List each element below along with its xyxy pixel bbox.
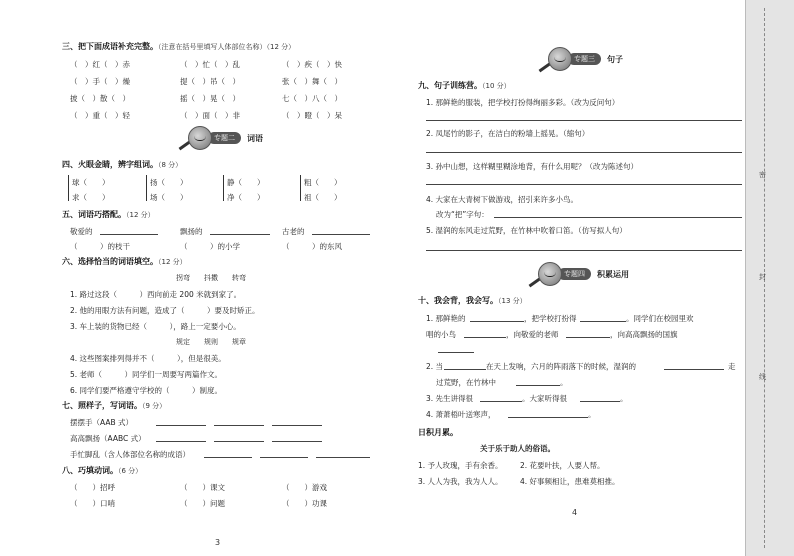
- recite-text: 4. 萧萧梧叶送寒声，: [426, 410, 496, 419]
- char-pair-item: 祖（ ）: [304, 193, 342, 202]
- seal-char: 线: [759, 373, 766, 381]
- recite-text: 走: [728, 362, 736, 371]
- section-7-title: 七、照样子，写词语。: [62, 401, 142, 410]
- recite-text: 3. 先生讲得很: [426, 394, 474, 403]
- answer-line[interactable]: [204, 457, 252, 458]
- section-10-heading: [418, 295, 527, 306]
- verb-item: （ ）游戏: [282, 483, 327, 492]
- char-pair-item: 场（ ）: [150, 193, 188, 202]
- smiley-icon: [538, 262, 562, 286]
- answer-line[interactable]: [214, 425, 264, 426]
- section-3-note: （注意在括号里填写人体部位名称）（12 分）: [158, 43, 296, 51]
- proverb-item: 1. 予人玫瑰，手有余香。: [418, 461, 503, 470]
- answer-line[interactable]: [426, 250, 742, 251]
- recite-text: 。: [620, 394, 628, 403]
- section-10-score: （13 分）: [498, 297, 527, 305]
- section-badge-words: [188, 126, 263, 150]
- fill-sentence: 2. 他的用眼方法有问题，造成了（ ）要及时矫正。: [70, 306, 260, 315]
- section-7-heading: [62, 400, 166, 411]
- page-number: 3: [215, 538, 221, 547]
- section-7-score: （9 分）: [142, 402, 167, 410]
- seal-char: 封: [759, 273, 766, 281]
- section-6-title: 六、选择恰当的词语填空。: [62, 257, 158, 266]
- section-8-title: 八、巧填动词。: [62, 466, 118, 475]
- answer-line[interactable]: [214, 441, 264, 442]
- answer-line[interactable]: [272, 441, 322, 442]
- brace: [146, 175, 147, 201]
- binding-margin: [745, 0, 794, 556]
- char-pair-item: 粗（ ）: [304, 178, 342, 187]
- pattern-example: 摆摆手（AAB 式）: [70, 418, 133, 427]
- recite-text: 过荒野，在竹林中: [436, 378, 496, 387]
- sentence-task: 2. 凤尾竹的影子，在洁白的粉墙上摇晃。（缩句）: [426, 129, 590, 138]
- idiom-cell: （ ）疾（ ）快: [282, 60, 342, 69]
- section-3-heading: [62, 41, 295, 52]
- sentence-task: 1. 那鲜艳的服装，把学校打扮得绚丽多彩。（改为反问句）: [426, 98, 620, 107]
- section-9-score: （10 分）: [482, 82, 511, 90]
- proverb-item: 3. 人人为我，我为人人。: [418, 477, 503, 486]
- match-word: 飘扬的: [180, 227, 203, 236]
- proverb-item: 4. 好事频相让，患难莫相推。: [520, 477, 620, 486]
- answer-line[interactable]: [316, 457, 370, 458]
- recite-text: ，把学校打扮得: [524, 314, 577, 323]
- word-bank: 规定 规则 规章: [176, 338, 246, 346]
- sentence-task: 5. 湿润的东风走过荒野，在竹林中吹着口笛。（仿写拟人句）: [426, 226, 627, 235]
- recite-text: 。: [588, 410, 596, 419]
- fill-sentence: 4. 这些图案排列得并不（ ），但是很美。: [70, 354, 226, 363]
- idiom-cell: （ ）瞪（ ）呆: [282, 111, 342, 120]
- section-6-heading: [62, 256, 187, 267]
- answer-line[interactable]: [426, 120, 742, 121]
- answer-line[interactable]: [566, 337, 610, 338]
- char-pair-item: 静（ ）: [227, 178, 265, 187]
- section-4-score: （8 分）: [158, 161, 183, 169]
- smiley-icon: [548, 47, 572, 71]
- answer-line[interactable]: [480, 401, 522, 402]
- section-9-title: 九、句子训练营。: [418, 81, 482, 90]
- answer-line[interactable]: [494, 217, 742, 218]
- idiom-cell: 张（ ）舞（ ）: [282, 77, 342, 86]
- answer-line[interactable]: [260, 457, 308, 458]
- recite-text: 1. 那鲜艳的: [426, 314, 466, 323]
- verb-item: （ ）招呼: [70, 483, 115, 492]
- answer-line[interactable]: [664, 369, 724, 370]
- idiom-cell: （ ）重（ ）轻: [70, 111, 130, 120]
- verb-item: （ ）问题: [180, 499, 225, 508]
- section-8-heading: [62, 465, 142, 476]
- answer-line[interactable]: [100, 234, 158, 235]
- badge-title: 词语: [247, 133, 263, 143]
- recite-text: 唱的小鸟: [426, 330, 456, 339]
- recite-text: ，向高高飘扬的国旗: [610, 330, 678, 339]
- answer-line[interactable]: [156, 425, 206, 426]
- section-6-score: （12 分）: [158, 258, 187, 266]
- idiom-cell: 七（ ）八（ ）: [282, 94, 342, 103]
- badge-title: 积累运用: [597, 269, 629, 279]
- recite-text: 。: [560, 378, 568, 387]
- section-8-score: （6 分）: [118, 467, 143, 475]
- idiom-cell: （ ）红（ ）赤: [70, 60, 130, 69]
- char-pair-item: 扬（ ）: [150, 178, 188, 187]
- char-pair-item: 净（ ）: [227, 193, 265, 202]
- recite-text: 在天上发响，六月的阵雨落下的时候，湿润的: [486, 362, 636, 371]
- section-5-title: 五、词语巧搭配。: [62, 210, 126, 219]
- fill-sentence: 6. 同学们要严格遵守学校的（ ）制度。: [70, 386, 223, 395]
- recite-text: 2. 当: [426, 362, 444, 371]
- fill-sentence: 1. 路过这段（ ）西向前走 200 米就到家了。: [70, 290, 242, 299]
- sentence-task: 改为“把”字句：: [436, 210, 489, 219]
- smiley-icon: [188, 126, 212, 150]
- brace: [68, 175, 69, 201]
- char-pair-item: 球（ ）: [72, 178, 110, 187]
- badge-pill: 专题三: [568, 53, 601, 65]
- verb-item: （ ）口哨: [70, 499, 115, 508]
- accumulation-title: 日积月累。: [418, 428, 458, 437]
- badge-pill: 专题二: [208, 132, 241, 144]
- seal-char: 密: [759, 171, 766, 179]
- match-word: 敬爱的: [70, 227, 93, 236]
- answer-line[interactable]: [464, 337, 506, 338]
- accumulation-subtitle: 关于乐于助人的俗语。: [480, 444, 555, 453]
- recite-text: 。大家听得很: [522, 394, 567, 403]
- brace: [223, 175, 224, 201]
- section-badge-accumulation: [538, 262, 629, 286]
- answer-line[interactable]: [312, 234, 370, 235]
- sentence-task: 4. 大家在大青树下做游戏，招引来许多小鸟。: [426, 195, 579, 204]
- idiom-cell: （ ）手（ ）燥: [70, 77, 130, 86]
- section-10-title: 十、我会背，我会写。: [418, 296, 498, 305]
- idiom-cell: 提（ ）吊（ ）: [180, 77, 240, 86]
- pattern-example: 高高飘扬（AABC 式）: [70, 434, 146, 443]
- answer-line[interactable]: [210, 234, 270, 235]
- verb-item: （ ）课文: [180, 483, 225, 492]
- section-badge-sentences: [548, 47, 623, 71]
- match-word: 古老的: [282, 227, 305, 236]
- answer-line[interactable]: [438, 352, 474, 353]
- idiom-cell: 披（ ）散（ ）: [70, 94, 130, 103]
- right-page: [400, 0, 745, 556]
- answer-line[interactable]: [516, 385, 560, 386]
- badge-title: 句子: [607, 54, 623, 64]
- idiom-cell: （ ）忙（ ）乱: [180, 60, 240, 69]
- word-bank: 拐弯 抖擞 转弯: [176, 274, 246, 282]
- answer-line[interactable]: [470, 321, 524, 322]
- idiom-cell: 摇（ ）晃（ ）: [180, 94, 240, 103]
- proverb-item: 2. 花要叶扶，人要人帮。: [520, 461, 605, 470]
- section-5-heading: [62, 209, 155, 220]
- section-4-title: 四、火眼金睛，辨字组词。: [62, 160, 158, 169]
- match-word: （ ）的东风: [282, 242, 342, 251]
- answer-line[interactable]: [580, 321, 626, 322]
- section-5-score: （12 分）: [126, 211, 155, 219]
- answer-line[interactable]: [580, 401, 620, 402]
- recite-text: 。同学们在校园里欢: [626, 314, 694, 323]
- badge-pill: 专题四: [558, 268, 591, 280]
- verb-item: （ ）功课: [282, 499, 327, 508]
- answer-line[interactable]: [426, 184, 742, 185]
- answer-line[interactable]: [156, 441, 206, 442]
- section-3-title: 三、把下面成语补充完整。: [62, 42, 158, 51]
- char-pair-item: 求（ ）: [72, 193, 110, 202]
- fill-sentence: 5. 老师（ ）同学们一周要写两篇作文。: [70, 370, 223, 379]
- fill-sentence: 3. 车上装的货物已经（ ），路上一定要小心。: [70, 322, 241, 331]
- match-word: （ ）的枝干: [70, 242, 130, 251]
- idiom-cell: （ ）面（ ）非: [180, 111, 240, 120]
- answer-line[interactable]: [272, 425, 322, 426]
- answer-line[interactable]: [444, 369, 486, 370]
- match-word: （ ）的小学: [180, 242, 240, 251]
- recite-text: ，向敬爱的老师: [506, 330, 559, 339]
- sentence-task: 3. 孙中山想，这样糊里糊涂地背，有什么用呢？（改为陈述句）: [426, 162, 639, 171]
- page-number: 4: [572, 508, 578, 517]
- section-4-heading: [62, 159, 182, 170]
- answer-line[interactable]: [508, 417, 588, 418]
- section-9-heading: [418, 80, 511, 91]
- answer-line[interactable]: [426, 152, 742, 153]
- brace: [300, 175, 301, 201]
- pattern-example: 手忙脚乱（含人体部位名称的成语）: [70, 450, 190, 459]
